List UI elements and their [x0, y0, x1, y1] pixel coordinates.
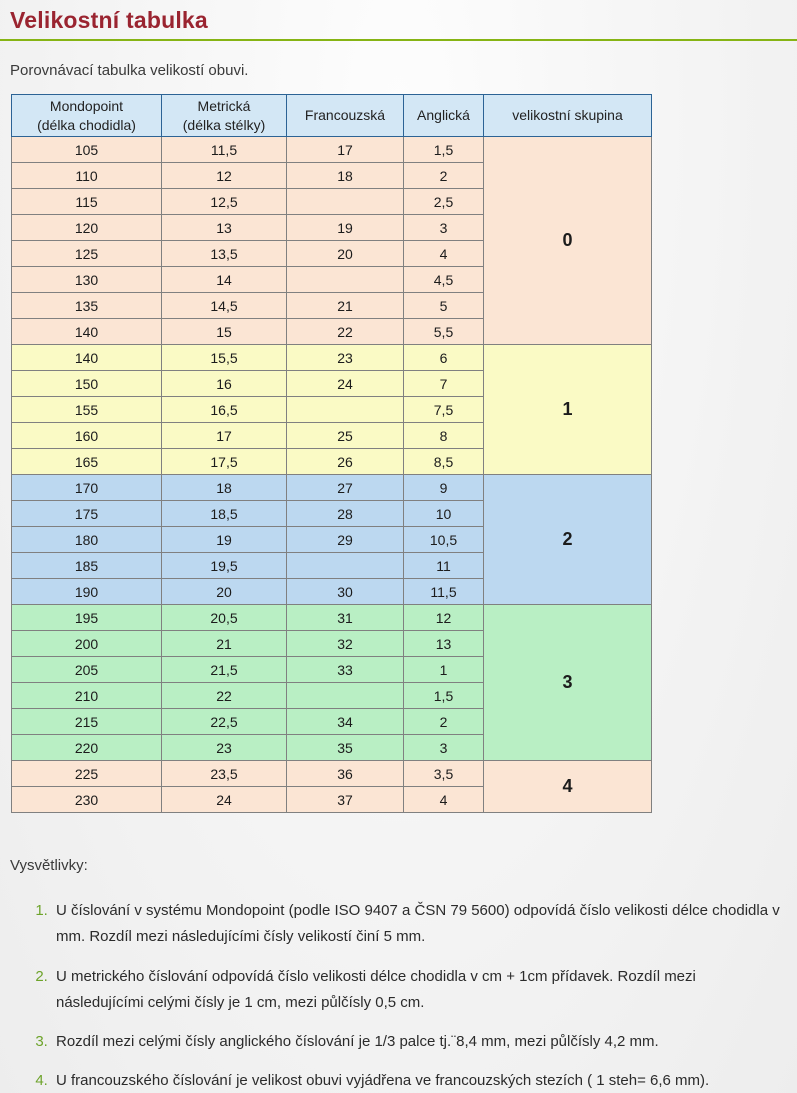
group-label-cell: 4 [484, 761, 652, 813]
size-cell: 5,5 [404, 319, 484, 345]
size-cell: 2,5 [404, 189, 484, 215]
size-cell: 8 [404, 423, 484, 449]
header-line: (délka chodidla) [37, 116, 136, 133]
header-line: Anglická [417, 107, 470, 124]
size-cell: 13,5 [162, 241, 287, 267]
size-cell: 130 [12, 267, 162, 293]
size-cell: 12 [404, 605, 484, 631]
size-cell: 18 [162, 475, 287, 501]
header-line: Francouzská [304, 107, 386, 124]
size-cell: 4 [404, 241, 484, 267]
size-cell: 3 [404, 735, 484, 761]
size-cell [287, 267, 404, 293]
size-cell: 33 [287, 657, 404, 683]
size-cell: 28 [287, 501, 404, 527]
size-cell: 13 [404, 631, 484, 657]
size-cell: 165 [12, 449, 162, 475]
size-cell: 12,5 [162, 189, 287, 215]
size-cell: 205 [12, 657, 162, 683]
header-row [12, 95, 652, 137]
size-cell: 20,5 [162, 605, 287, 631]
table-header [12, 95, 652, 137]
size-cell: 10,5 [404, 527, 484, 553]
size-cell: 11,5 [404, 579, 484, 605]
size-cell: 4,5 [404, 267, 484, 293]
size-cell: 27 [287, 475, 404, 501]
size-cell: 23,5 [162, 761, 287, 787]
size-cell: 155 [12, 397, 162, 423]
size-cell: 14 [162, 267, 287, 293]
size-cell: 18,5 [162, 501, 287, 527]
size-cell: 21 [162, 631, 287, 657]
size-cell: 11 [404, 553, 484, 579]
column-header-velikostni-skupina [484, 95, 652, 137]
size-cell: 21 [287, 293, 404, 319]
group-label-cell: 1 [484, 345, 652, 475]
table-row [12, 345, 652, 371]
size-cell: 29 [287, 527, 404, 553]
header-line: velikostní skupina [512, 107, 623, 124]
size-comparison-table [11, 94, 652, 813]
note-item: 2. U metrického číslování odpovídá číslo velikosti délce chodidla v cm + 1cm přídavek. Rozdíl mezi následujícími celými čísly je 1 cm, mezi půlčísly 0,5 cm. [52, 964, 781, 1017]
group-label-cell: 3 [484, 605, 652, 761]
size-cell [287, 397, 404, 423]
size-cell: 9 [404, 475, 484, 501]
size-cell: 25 [287, 423, 404, 449]
size-cell [287, 683, 404, 709]
size-cell: 180 [12, 527, 162, 553]
group-label-cell: 2 [484, 475, 652, 605]
size-cell: 8,5 [404, 449, 484, 475]
size-cell: 225 [12, 761, 162, 787]
column-header-mondopoint [12, 95, 162, 137]
size-cell: 1 [404, 657, 484, 683]
size-cell: 21,5 [162, 657, 287, 683]
header-line: Metrická [197, 98, 251, 115]
size-cell: 14,5 [162, 293, 287, 319]
size-cell: 17,5 [162, 449, 287, 475]
size-cell: 140 [12, 319, 162, 345]
size-cell: 200 [12, 631, 162, 657]
size-cell: 19,5 [162, 553, 287, 579]
size-cell: 17 [162, 423, 287, 449]
size-cell: 1,5 [404, 137, 484, 163]
note-item: 3. Rozdíl mezi celými čísly anglického číslování je 1/3 palce tj.¨8,4 mm, mezi půlčísly 4,2 mm. [52, 1029, 781, 1055]
column-header-francouzska [287, 95, 404, 137]
size-cell: 20 [287, 241, 404, 267]
size-cell: 37 [287, 787, 404, 813]
size-table-body [12, 137, 652, 813]
size-cell: 24 [162, 787, 287, 813]
size-cell: 185 [12, 553, 162, 579]
size-cell: 31 [287, 605, 404, 631]
group-label-cell: 0 [484, 137, 652, 345]
size-cell: 220 [12, 735, 162, 761]
size-cell: 3 [404, 215, 484, 241]
size-cell: 160 [12, 423, 162, 449]
size-cell: 32 [287, 631, 404, 657]
size-cell: 23 [287, 345, 404, 371]
size-cell: 19 [287, 215, 404, 241]
size-cell: 110 [12, 163, 162, 189]
size-cell: 170 [12, 475, 162, 501]
table-row [12, 475, 652, 501]
size-cell: 11,5 [162, 137, 287, 163]
size-cell: 1,5 [404, 683, 484, 709]
size-cell: 140 [12, 345, 162, 371]
size-cell: 150 [12, 371, 162, 397]
size-cell: 5 [404, 293, 484, 319]
size-cell: 6 [404, 345, 484, 371]
note-item: 1. U číslování v systému Mondopoint (podle ISO 9407 a ČSN 79 5600) odpovídá číslo velikosti délce chodidla v mm. Rozdíl mezi následujícími čísly velikostí činí 5 mm. [52, 898, 781, 951]
table-row [12, 605, 652, 631]
size-cell: 175 [12, 501, 162, 527]
size-cell: 34 [287, 709, 404, 735]
size-cell: 10 [404, 501, 484, 527]
size-cell: 195 [12, 605, 162, 631]
table-row [12, 137, 652, 163]
size-cell: 210 [12, 683, 162, 709]
size-cell: 3,5 [404, 761, 484, 787]
table-caption: Porovnávací tabulka velikostí obuvi. [10, 62, 249, 79]
column-header-metricka [162, 95, 287, 137]
header-line: Mondopoint [49, 98, 124, 115]
size-cell: 105 [12, 137, 162, 163]
size-cell: 16,5 [162, 397, 287, 423]
size-cell: 215 [12, 709, 162, 735]
size-cell: 115 [12, 189, 162, 215]
size-cell: 23 [162, 735, 287, 761]
size-cell: 30 [287, 579, 404, 605]
size-cell: 7 [404, 371, 484, 397]
note-item: 4. U francouzského číslování je velikost obuvi vyjádřena ve francouzských stezích ( 1 steh= 6,6 mm). [52, 1068, 781, 1093]
size-cell [287, 553, 404, 579]
size-cell: 2 [404, 163, 484, 189]
size-cell: 19 [162, 527, 287, 553]
size-cell [287, 189, 404, 215]
size-cell: 125 [12, 241, 162, 267]
header-line: (délka stélky) [182, 116, 266, 133]
size-cell: 7,5 [404, 397, 484, 423]
size-cell: 230 [12, 787, 162, 813]
size-cell: 12 [162, 163, 287, 189]
size-cell: 15,5 [162, 345, 287, 371]
title-divider [0, 39, 797, 41]
size-cell: 35 [287, 735, 404, 761]
size-cell: 24 [287, 371, 404, 397]
page-title: Velikostní tabulka [10, 7, 208, 33]
size-cell: 18 [287, 163, 404, 189]
size-cell: 20 [162, 579, 287, 605]
size-cell: 2 [404, 709, 484, 735]
size-cell: 4 [404, 787, 484, 813]
size-cell: 190 [12, 579, 162, 605]
size-cell: 22,5 [162, 709, 287, 735]
table-row [12, 761, 652, 787]
size-cell: 26 [287, 449, 404, 475]
size-cell: 36 [287, 761, 404, 787]
size-cell: 22 [287, 319, 404, 345]
size-cell: 22 [162, 683, 287, 709]
notes-list [0, 898, 781, 1093]
size-cell: 13 [162, 215, 287, 241]
size-cell: 135 [12, 293, 162, 319]
column-header-anglicka [404, 95, 484, 137]
size-cell: 15 [162, 319, 287, 345]
size-cell: 120 [12, 215, 162, 241]
size-cell: 17 [287, 137, 404, 163]
size-cell: 16 [162, 371, 287, 397]
notes-heading: Vysvětlivky: [10, 857, 88, 874]
